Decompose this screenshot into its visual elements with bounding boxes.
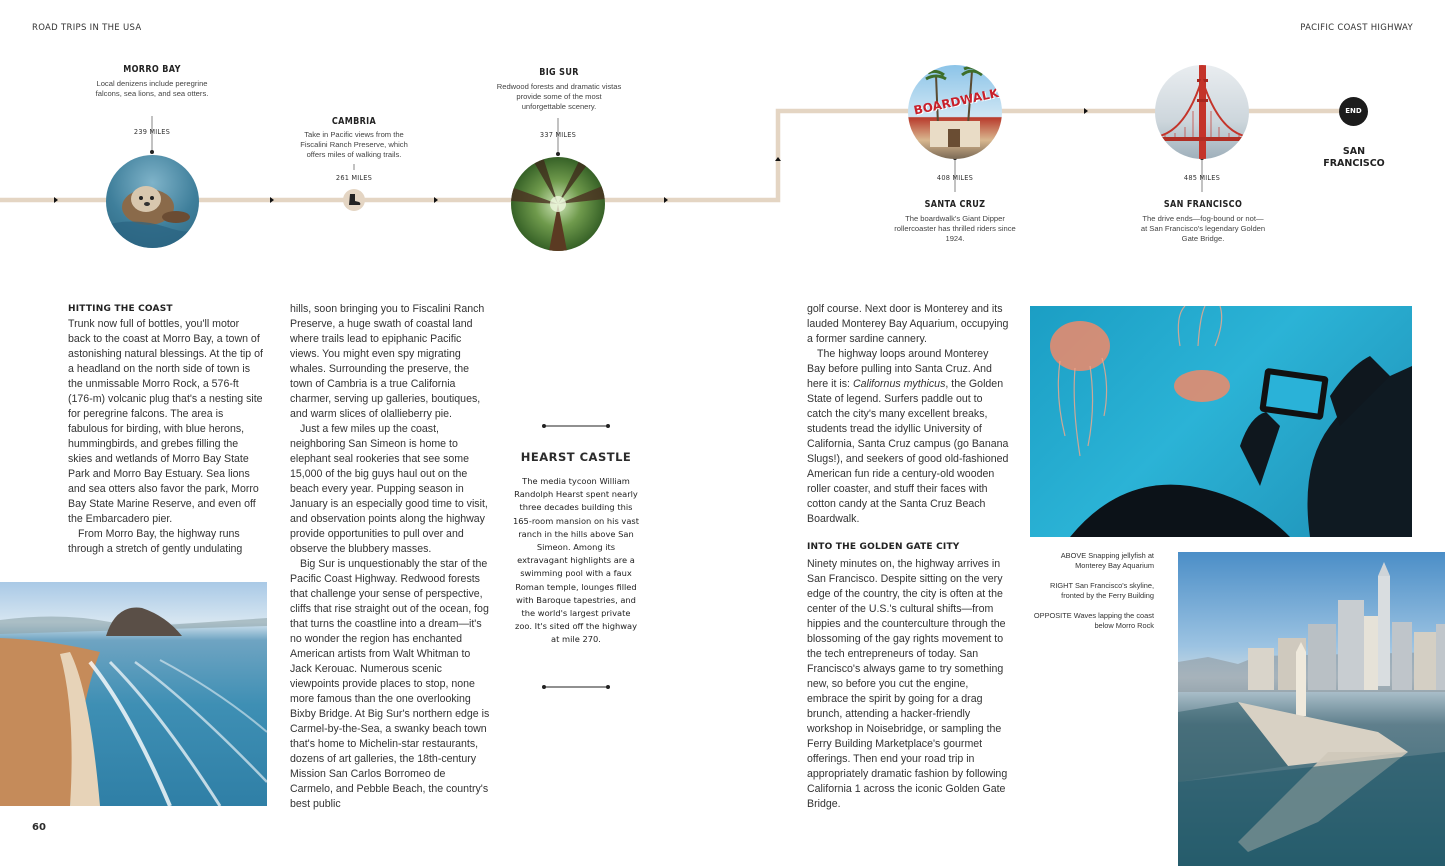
- section-heading: HITTING THE COAST: [68, 304, 173, 314]
- caption-text: Snapping jellyfish at Monterey Bay Aquarium: [1075, 551, 1154, 570]
- stop-santa-cruz: [892, 199, 1018, 244]
- stop-desc: Redwood forests and dramatic vistas provide some of the most unforgettable scenery.: [496, 82, 622, 111]
- caption: [1030, 611, 1154, 631]
- paragraph: Big Sur is unquestionably the star of the Pacific Coast Highway. Redwood forests that challenge your sense of perspective, cliffs that rise straight out of the ocean, fog that turns the coastline into a dream—it's no wonder the region has enchanted American artists from Walt Whitman to Jack Kerouac. Numerous scenic viewpoints provide places to stop, none more famous than the one overlooking Bixby Bridge. At Big Sur's northern edge is Carmel-by-the-Sea, a swanky beach town that's home to Michelin-star restaurants, dozens of art galleries, the 18th-century Mission San Carlos Borromeo de Carmelo, and Pebble Beach, the country's best public: [290, 558, 490, 810]
- running-head-left: ROAD TRIPS IN THE USA: [32, 23, 142, 33]
- stop-name: CAMBRIA: [331, 116, 377, 127]
- italic-text: Californus mythicus: [852, 378, 946, 390]
- end-badge: END: [1339, 97, 1368, 126]
- sea-otter-photo: [106, 155, 199, 248]
- redwood-forest-photo: [511, 157, 605, 251]
- hearst-castle-sidebar: [512, 450, 640, 647]
- section-heading: INTO THE GOLDEN GATE CITY: [807, 542, 960, 552]
- body-column-3: [807, 302, 1009, 812]
- sidebar-rule-bottom: [541, 684, 611, 690]
- santa-cruz-boardwalk-photo: [908, 65, 1002, 159]
- stop-name: MORRO BAY: [123, 64, 181, 75]
- paragraph: Just a few miles up the coast, neighboring San Simeon is home to elephant seal rookeries that see some 15,000 of the big guys haul out on the beach every year. Pupping season in January is an especially good time to visit, and observation points along the highway provide opportunities to pull over and observe the blubbery masses.: [290, 423, 488, 555]
- stop-miles: 261 MILES: [335, 174, 373, 182]
- golden-gate-bridge-photo: [1155, 65, 1249, 159]
- paragraph: Ninety minutes on, the highway arrives in San Francisco. Despite sitting on the very edge of the country, the city is often at the center of the U.S.'s cultural shifts—from hippies and the counterculture through the blossoming of the gay rights movement to the tech entrepreneurs of today. San Francisco's always game to try something new, so before you cut the engine, embrace the spirit by going for a drag brunch, attending a hacker-friendly workshop in Noisebridge, or sampling the Ferry Building Marketplace's gourmet offerings. Then end your road trip in appropriately dramatic fashion by following California 1 across the iconic Golden Gate Bridge.: [807, 558, 1008, 810]
- page-number: 60: [32, 822, 46, 833]
- body-column-2: [290, 302, 490, 812]
- caption: [1030, 581, 1154, 601]
- text-span: The highway loops around Monterey Bay before pulling into Santa Cruz. And here it is:: [807, 348, 992, 390]
- caption-label: ABOVE: [1060, 551, 1087, 560]
- paragraph: golf course. Next door is Monterey and its lauded Monterey Bay Aquarium, occupying a former sardine cannery.: [807, 303, 1009, 345]
- stop-name: SAN FRANCISCO: [1163, 199, 1243, 210]
- stop-san-francisco: [1140, 199, 1266, 244]
- end-city-line: SAN: [1342, 146, 1366, 157]
- stop-miles: 408 MILES: [936, 174, 974, 182]
- stop-desc: Local denizens include peregrine falcons, sea lions, and sea otters.: [95, 79, 209, 98]
- stop-desc: Take in Pacific views from the Fiscalini Ranch Preserve, which offers miles of walking trails.: [300, 130, 408, 159]
- end-city-line: FRANCISCO: [1323, 158, 1385, 169]
- photo-captions: [1030, 551, 1154, 641]
- jellyfish-aquarium-photo: [1030, 306, 1412, 537]
- sidebar-rule-top: [541, 423, 611, 429]
- sidebar-body: The media tycoon William Randolph Hearst spent nearly three decades building this 165-room mansion on his vast ranch in the hills above San Simeon. Among its extravagant highlights are a swimming pool with a faux Roman temple, lounges filled with Baroque tapestries, and the world's largest private zoo. It's sited off the highway at mile 270.: [512, 476, 640, 645]
- caption-text: San Francisco's skyline, fronted by the Ferry Building: [1061, 581, 1154, 600]
- paragraph: [807, 347, 1009, 527]
- paragraph: Trunk now full of bottles, you'll motor back to the coast at Morro Bay, a town of astonishing natural blessings. At the tip of a headland on the north side of town is the unmissable Morro Rock, a 576-ft (176-m) volcanic plug that's a nesting site for peregrine falcons. The area is fabulous for birding, with blue herons, hummingbirds, and grebes filling the skies and wetlands of Morro Bay State Park and Morro Bay Estuary. Sea lions and sea otters also favor the park, Morro Bay State Marine Reserve, and even off the Embarcadero pier.: [68, 318, 263, 525]
- caption-label: OPPOSITE: [1033, 611, 1072, 620]
- hiking-boot-icon: [343, 189, 365, 211]
- stop-name: BIG SUR: [539, 67, 579, 78]
- stop-miles: 485 MILES: [1183, 174, 1221, 182]
- stop-cambria: [290, 116, 418, 160]
- caption: [1030, 551, 1154, 571]
- stop-big-sur: [494, 67, 624, 112]
- sidebar-title: HEARST CASTLE: [520, 450, 632, 464]
- san-francisco-skyline-photo: [1178, 552, 1445, 866]
- end-city: [1318, 146, 1390, 170]
- stop-morro-bay: [92, 64, 212, 99]
- stop-name: SANTA CRUZ: [924, 199, 986, 210]
- body-column-1: [68, 302, 264, 557]
- stop-miles: 337 MILES: [539, 131, 577, 139]
- boardwalk-sign: BOARDWALK: [912, 85, 1000, 118]
- stop-miles: 239 MILES: [133, 128, 171, 136]
- paragraph: From Morro Bay, the highway runs through a stretch of gently undulating: [68, 528, 243, 555]
- paragraph: hills, soon bringing you to Fiscalini Ranch Preserve, a huge swath of coastal land where trails lead to epiphanic Pacific views. You might even spy migrating whales. Surrounding the preserve, the town of Cambria is a true California charmer, serving up galleries, boutiques, and warm slices of olallieberry pie.: [290, 303, 485, 420]
- text-span: , the Golden State of legend. Surfers paddle out to catch the city's many excellent breaks, students tread the idyllic University of California, Santa Cruz campus (go Banana Slugs!), and seekers of good old-fashioned American fun ride a century-old wooden roller coaster, and stuff their faces with cotton candy at the Santa Cruz Beach Boardwalk.: [807, 378, 1009, 525]
- caption-label: RIGHT: [1050, 581, 1073, 590]
- stop-desc: The boardwalk's Giant Dipper rollercoaster has thrilled riders since 1924.: [894, 214, 1016, 243]
- caption-text: Waves lapping the coast below Morro Rock: [1073, 611, 1154, 630]
- morro-rock-photo: [0, 582, 267, 806]
- stop-desc: The drive ends—fog-bound or not—at San Francisco's legendary Golden Gate Bridge.: [1140, 214, 1266, 243]
- running-head-right: PACIFIC COAST HIGHWAY: [1300, 23, 1413, 33]
